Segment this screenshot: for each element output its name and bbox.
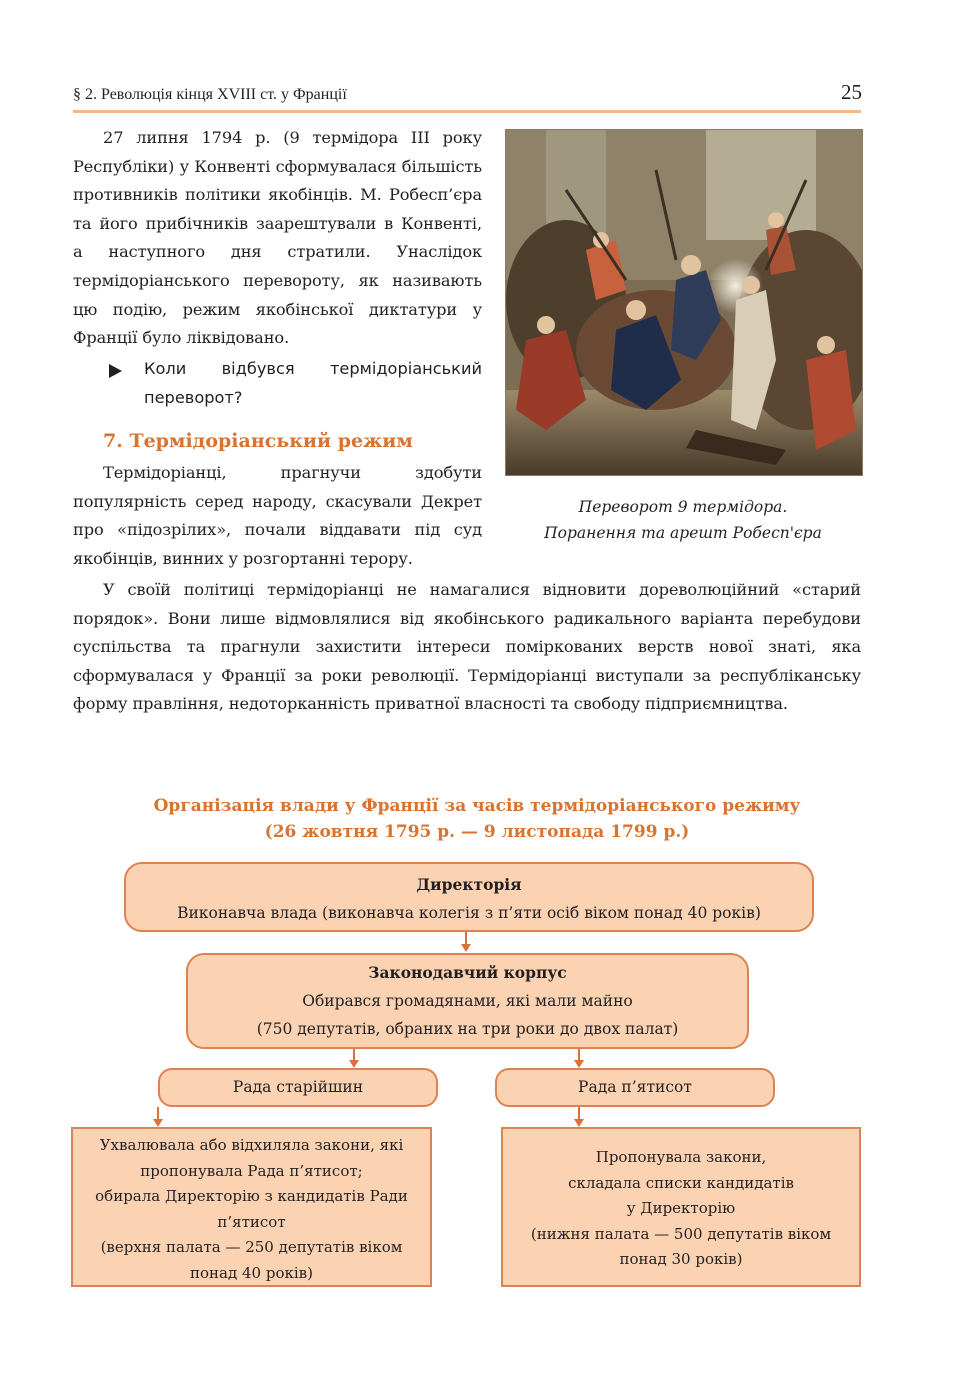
figure-caption [505,494,861,546]
directory-title: Директорія [416,875,522,894]
five-hundred-desc-line: Пропонувала закони, [595,1148,767,1166]
five-hundred-desc-line: (нижня палата — 500 депутатів віком [530,1224,832,1243]
elders-desc-line: п’ятисот [217,1212,286,1231]
five-hundred-desc-line: у Директорію [626,1199,736,1217]
elders-desc-line: пропонувала Рада п’ятисот; [140,1161,363,1180]
header-divider [73,110,861,113]
diagram-title [73,793,881,845]
caption-line-1: Переворот 9 термідора. [578,498,788,516]
caption-line-2: Поранення та арешт Робесп'єра [544,524,822,542]
elders-desc-line: (верхня палата — 250 депутатів віком [100,1238,403,1256]
council-elders-title: Рада старійшин [232,1078,364,1096]
legislative-title: Законодавчий корпус [368,963,567,982]
painting-illustration [506,130,862,475]
paragraph-thermidorians: Термідоріанці, прагнучи здобути популярність серед народу, скасували Декрет про «підозрілих», почали віддавати під суд якобінців, винних у розгортанні терору. [73,463,482,568]
five-hundred-desc-line: понад 30 років) [619,1250,743,1268]
elders-desc-line: обирала Директорію з кандидатів Ради [95,1187,408,1205]
five-hundred-desc-line: складала списки кандидатів [568,1173,794,1192]
legislative-line-2: (750 депутатів, обраних на три роки до двох палат) [256,1020,679,1038]
directory-box [124,862,814,932]
council-five-hundred-title: Рада п’ятисот [578,1078,692,1096]
directory-description: Виконавча влада (виконавча колегія з п’яти осіб віком понад 40 років) [177,904,761,922]
paragraph-thermidorian-policy: У своїй політиці термідоріанці не намагалися відновити дореволюційний «старий порядок». Вони лише відмовлялися від якобінського радикального варіанта перебудови суспільства та прагнули захистити інтереси поміркованих верств нової знаті, яка сформувалася у Франції за роки революції. Термідоріанці виступали за республіканську форму правління, недоторканність приватної власності та свободу підприємництва. [73,580,861,714]
review-question [73,355,482,412]
painting-image [505,129,863,476]
triangle-bullet-icon [109,364,122,378]
elders-desc-line: Ухвалювала або відхиляла закони, які [99,1136,404,1154]
page-number: 25 [841,80,862,104]
elders-desc-line: понад 40 років) [190,1263,313,1282]
council-elders-box [158,1068,438,1107]
section-heading: 7. Термідоріанський режим [103,430,413,452]
legislative-line-1: Обирався громадянами, які мали майно [302,992,633,1010]
council-elders-description [71,1127,432,1287]
diagram-title-line-1: Організація влади у Франції за часів термідоріанського режиму [153,796,801,816]
paragraph-thermidor-coup: 27 липня 1794 р. (9 термідора III року Республіки) у Конвенті сформувалася більшість противників політики якобінців. М. Робесп’єра та його прибічників заарештували в Конвенті, а наступного дня стратили. Унаслідок термідоріанського перевороту, як називають цю подію, режим якобінської диктатури у Франції було ліквідовано. [73,128,482,348]
question-text: Коли відбувся термідоріанський переворот? [144,359,482,407]
council-five-hundred-box [495,1068,775,1107]
council-five-hundred-description [501,1127,861,1287]
running-header: § 2. Революція кінця XVIII ст. у Франції [73,86,347,103]
legislative-corps-box [186,953,749,1049]
diagram-title-line-2: (26 жовтня 1795 р. — 9 листопада 1799 р.) [264,822,690,842]
